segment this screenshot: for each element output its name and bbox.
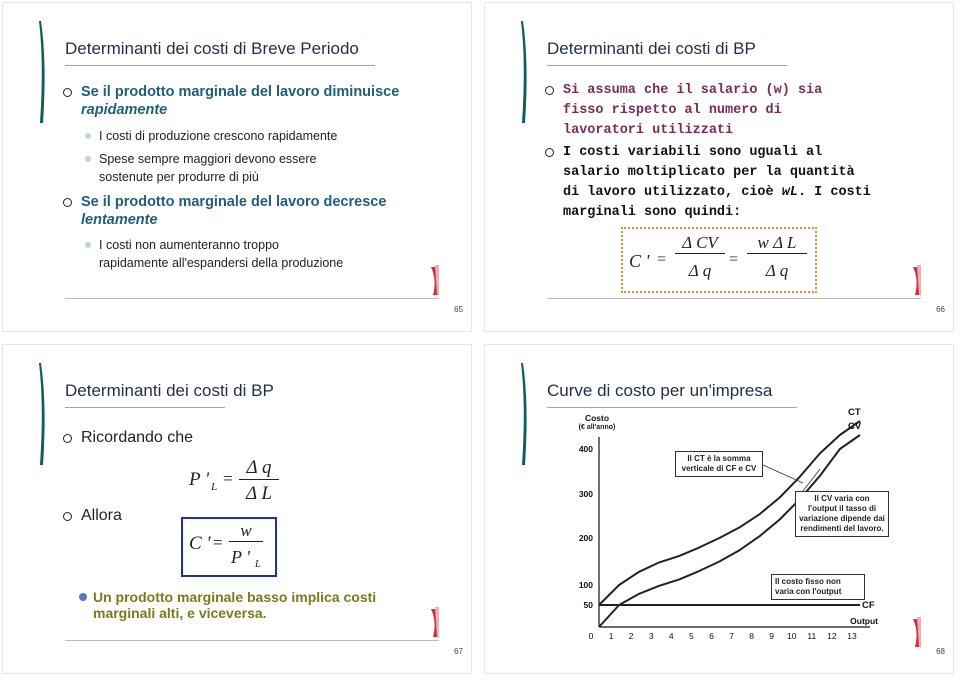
x-tick-label: 4	[668, 631, 674, 641]
corner-decoration-icon	[891, 617, 921, 647]
page-number: 68	[936, 647, 945, 656]
y-tick-label: 100	[578, 580, 593, 590]
title-rule	[65, 407, 225, 408]
bullet-dot-icon	[85, 133, 91, 139]
slide-title: Curve di costo per un'impresa	[547, 381, 773, 400]
x-tick-label: 6	[709, 631, 714, 641]
bullet-level2: Spese sempre maggiori devono essere sostenute per produrre di più	[85, 150, 316, 186]
slide-67	[2, 344, 472, 674]
series-label-cf: CF	[861, 600, 875, 611]
bullet-ring-icon	[545, 86, 554, 95]
corner-decoration-icon	[409, 607, 439, 637]
conclusion-note: Un prodotto marginale basso implica costi marginali alti, e viceversa.	[79, 589, 379, 621]
bullet-dot-icon	[79, 593, 87, 601]
x-tick-label: 9	[769, 631, 775, 641]
annotation-cf-fixed: Il costo fisso non varia con l'output	[771, 574, 865, 600]
x-tick-label: 1	[608, 631, 614, 641]
x-tick-label: 11	[807, 631, 817, 641]
bullet-level1: Se il prodotto marginale del lavoro decresce lentamente	[65, 193, 405, 229]
bullet-ring-icon	[63, 88, 72, 97]
x-tick-label: 0	[588, 631, 594, 641]
marginal-product-formula: P ' L = Δ q Δ L	[189, 455, 299, 511]
bullet-dot-icon	[85, 242, 91, 248]
annotation-pointer	[763, 465, 803, 483]
bullet-level1: I costi variabili sono uguali al salario moltiplicato per la quantità di lavoro utilizzato, cioè wL. I costi marginali sono quindi:	[547, 143, 877, 223]
bullet-level1: Se il prodotto marginale del lavoro diminuisce rapidamente	[65, 83, 405, 119]
page-number: 66	[936, 305, 945, 314]
slide-title: Determinanti dei costi di BP	[547, 39, 756, 58]
bullet-level1: Allora	[65, 507, 122, 525]
y-tick-label: 400	[578, 444, 593, 454]
annotation-ct-sum: Il CT è la somma verticale di CF e CV	[675, 451, 763, 477]
page-number: 65	[454, 305, 463, 314]
slide-accent-graphic	[3, 3, 63, 133]
bullet-level1: Si assuma che il salario (w) sia fisso rispetto al numero di lavoratori utilizzati	[547, 81, 867, 141]
x-tick-label: 2	[628, 631, 634, 641]
x-tick-label: 10	[787, 631, 797, 641]
x-axis-label: Output	[850, 616, 878, 626]
x-tick-label: 3	[648, 631, 654, 641]
footer-rule	[65, 298, 439, 299]
y-tick-label: 300	[578, 489, 593, 499]
title-rule	[547, 65, 787, 66]
slide-accent-graphic	[3, 345, 63, 475]
bullet-ring-icon	[63, 198, 72, 207]
series-label-cv: CV	[847, 421, 862, 432]
x-tick-label: 8	[749, 631, 754, 641]
y-axis-label: Costo	[584, 413, 610, 423]
corner-decoration-icon	[891, 265, 921, 295]
slide-65	[2, 2, 472, 332]
bullet-dot-icon	[85, 156, 91, 162]
marginal-cost-formula: C ' = Δ CV Δ q = w Δ L Δ q	[621, 227, 817, 293]
x-tick-label: 7	[729, 631, 734, 641]
bullet-ring-icon	[63, 512, 72, 521]
x-tick-label: 5	[689, 631, 694, 641]
footer-rule	[65, 640, 439, 641]
annotation-cv-rate: Il CV varia con l'output il tasso di variazione dipende dai rendimenti del lavoro.	[795, 491, 889, 537]
y-axis-unit: (€ all'anno)	[578, 424, 616, 431]
bullet-ring-icon	[545, 148, 554, 157]
bullet-level2: I costi di produzione crescono rapidamente	[85, 127, 337, 145]
bullet-level1: Ricordando che	[65, 429, 193, 447]
slide-accent-graphic	[485, 3, 545, 133]
slide-68	[484, 344, 954, 674]
slide-title: Determinanti dei costi di BP	[65, 381, 274, 400]
x-tick-label: 13	[847, 631, 857, 641]
footer-rule	[547, 298, 921, 299]
slide-title: Determinanti dei costi di Breve Periodo	[65, 39, 359, 58]
slide-66	[484, 2, 954, 332]
y-tick-label: 200	[578, 533, 593, 543]
y-tick-label: 50	[583, 600, 593, 610]
marginal-cost-formula: C ' = w P ' L	[181, 517, 277, 577]
x-tick-label: 12	[827, 631, 837, 641]
corner-decoration-icon	[409, 265, 439, 295]
title-rule	[65, 65, 375, 66]
bullet-ring-icon	[63, 434, 72, 443]
bullet-level2: I costi non aumenteranno troppo rapidamente all'espandersi della produzione	[85, 236, 343, 272]
page-number: 67	[454, 647, 463, 656]
series-label-ct: CT	[847, 407, 861, 418]
